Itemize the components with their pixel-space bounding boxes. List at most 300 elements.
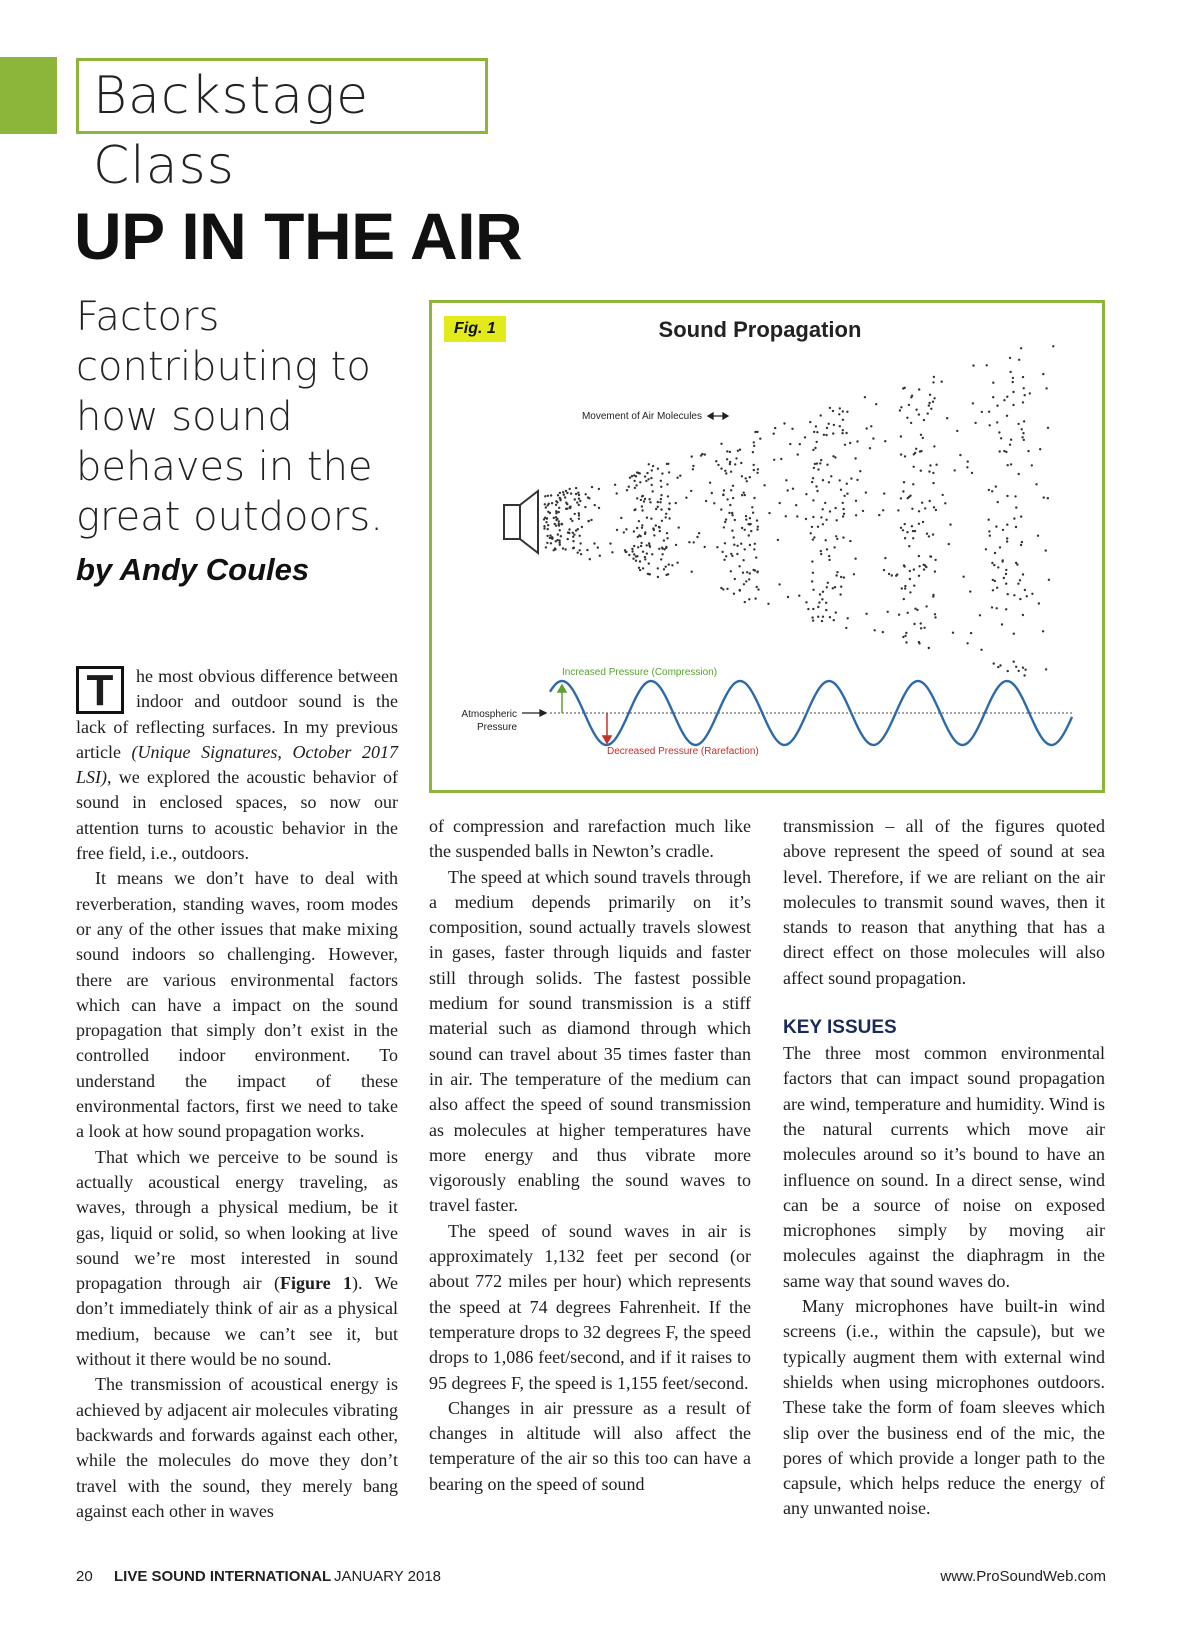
air-molecule-dot [842, 429, 844, 431]
air-molecule-dot [1012, 377, 1014, 379]
air-molecule-dot [981, 411, 983, 413]
air-molecule-dot [1022, 401, 1024, 403]
air-molecule-dot [820, 550, 822, 552]
air-molecule-dot [723, 489, 725, 491]
air-molecule-dot [554, 548, 556, 550]
air-molecule-dot [574, 513, 576, 515]
air-molecule-dot [749, 523, 751, 525]
air-molecule-dot [573, 534, 575, 536]
air-molecule-dot [633, 509, 635, 511]
air-molecule-dot [726, 498, 728, 500]
air-molecule-dot [928, 647, 930, 649]
double-arrow-icon [708, 413, 728, 419]
air-molecule-dot [1010, 463, 1012, 465]
air-molecule-dot [725, 555, 727, 557]
air-molecule-dot [745, 477, 747, 479]
air-molecule-dot [992, 396, 994, 398]
air-molecule-dot [996, 405, 998, 407]
website-link[interactable]: www.ProSoundWeb.com [940, 1568, 1106, 1585]
air-molecule-dot [944, 502, 946, 504]
air-molecule-dot [676, 477, 678, 479]
air-molecule-dot [685, 497, 687, 499]
air-molecule-dot [910, 396, 912, 398]
air-molecule-dot [825, 539, 827, 541]
paragraph-1 [76, 664, 398, 866]
air-molecule-dot [688, 541, 690, 543]
air-molecule-dot [972, 402, 974, 404]
air-molecule-dot [726, 450, 728, 452]
air-molecule-dot [774, 427, 776, 429]
air-molecule-dot [746, 480, 748, 482]
air-molecule-dot [557, 494, 559, 496]
air-molecule-dot [926, 533, 928, 535]
air-molecule-dot [1013, 594, 1015, 596]
air-molecule-dot [1042, 373, 1044, 375]
air-molecule-dot [928, 402, 930, 404]
air-molecule-dot [811, 560, 813, 562]
air-molecule-dot [864, 396, 866, 398]
air-molecule-dot [915, 448, 917, 450]
air-molecule-dot [545, 546, 547, 548]
air-molecule-dot [563, 494, 565, 496]
air-molecule-dot [988, 530, 990, 532]
air-molecule-dot [598, 488, 600, 490]
air-molecule-dot [641, 527, 643, 529]
air-molecule-dot [1039, 448, 1041, 450]
air-molecule-dot [895, 575, 897, 577]
air-molecule-dot [844, 444, 846, 446]
air-molecule-dot [748, 598, 750, 600]
air-molecule-dot [667, 495, 669, 497]
air-molecule-dot [946, 417, 948, 419]
air-molecule-dot [875, 403, 877, 405]
air-molecule-dot [642, 567, 644, 569]
air-molecule-dot [639, 535, 641, 537]
air-molecule-dot [553, 517, 555, 519]
air-molecule-dot [692, 465, 694, 467]
air-molecule-dot [826, 548, 828, 550]
air-molecule-dot [1003, 577, 1005, 579]
air-molecule-dot [999, 546, 1001, 548]
air-molecule-dot [644, 498, 646, 500]
air-molecule-dot [572, 547, 574, 549]
air-molecule-dot [675, 544, 677, 546]
air-molecule-dot [787, 596, 789, 598]
air-molecule-dot [773, 433, 775, 435]
air-molecule-dot [752, 512, 754, 514]
air-molecule-dot [813, 431, 815, 433]
air-molecule-dot [558, 507, 560, 509]
air-molecule-dot [928, 470, 930, 472]
air-molecule-dot [918, 413, 920, 415]
air-molecule-dot [815, 425, 817, 427]
air-molecule-dot [791, 428, 793, 430]
air-molecule-dot [754, 597, 756, 599]
air-molecule-dot [646, 552, 648, 554]
air-molecule-dot [900, 453, 902, 455]
air-molecule-dot [1005, 583, 1007, 585]
air-molecule-dot [884, 440, 886, 442]
air-molecule-dot [676, 562, 678, 564]
air-molecule-dot [909, 570, 911, 572]
air-molecule-dot [550, 542, 552, 544]
air-molecule-dot [799, 443, 801, 445]
air-molecule-dot [833, 424, 835, 426]
air-molecule-dot [842, 419, 844, 421]
air-molecule-dot [649, 546, 651, 548]
air-molecule-dot [933, 445, 935, 447]
air-molecule-dot [725, 518, 727, 520]
air-molecule-dot [661, 520, 663, 522]
air-molecule-dot [1009, 444, 1011, 446]
air-molecule-dot [1015, 562, 1017, 564]
air-molecule-dot [1021, 436, 1023, 438]
air-molecule-dot [832, 455, 834, 457]
air-molecule-dot [820, 414, 822, 416]
air-molecule-dot [1031, 593, 1033, 595]
paragraph-8: Changes in air pressure as a result of changes in altitude will also affect the temperature of the air so this too can have a bearing on the speed of sound [429, 1397, 751, 1494]
air-molecule-dot [833, 619, 835, 621]
air-molecule-dot [556, 501, 558, 503]
air-molecule-dot [704, 546, 706, 548]
air-molecule-dot [928, 404, 930, 406]
air-molecule-dot [753, 469, 755, 471]
air-molecule-dot [558, 511, 560, 513]
air-molecule-dot [1027, 450, 1029, 452]
air-molecule-dot [741, 527, 743, 529]
air-molecule-dot [633, 530, 635, 532]
air-molecule-dot [996, 607, 998, 609]
air-molecule-dot [822, 479, 824, 481]
air-molecule-dot [666, 483, 668, 485]
air-molecule-dot [820, 553, 822, 555]
air-molecule-dot [564, 548, 566, 550]
air-molecule-dot [628, 554, 630, 556]
air-molecule-dot [579, 542, 581, 544]
air-molecule-dot [646, 472, 648, 474]
atmospheric-arrow [522, 710, 546, 716]
air-molecule-dot [979, 614, 981, 616]
air-molecule-dot [736, 545, 738, 547]
air-molecule-dot [1029, 392, 1031, 394]
air-molecule-dot [571, 520, 573, 522]
air-molecule-dot [773, 459, 775, 461]
air-molecule-dot [559, 542, 561, 544]
air-molecule-dot [1045, 549, 1047, 551]
air-molecule-dot [705, 500, 707, 502]
air-molecule-dot [850, 477, 852, 479]
air-molecule-dot [812, 449, 814, 451]
air-molecule-dot [828, 559, 830, 561]
air-molecule-dot [648, 498, 650, 500]
air-molecule-dot [753, 464, 755, 466]
air-molecule-dot [570, 492, 572, 494]
air-molecule-dot [1038, 602, 1040, 604]
air-molecule-dot [1022, 376, 1024, 378]
air-molecule-dot [657, 576, 659, 578]
air-molecule-dot [847, 617, 849, 619]
air-molecule-dot [557, 533, 559, 535]
air-molecule-dot [543, 527, 545, 529]
air-molecule-dot [625, 528, 627, 530]
rarefaction-label: Decreased Pressure (Rarefaction) [607, 746, 759, 757]
air-molecule-dot [753, 441, 755, 443]
air-molecule-dot [918, 510, 920, 512]
air-molecule-dot [836, 519, 838, 521]
air-molecule-dot [913, 466, 915, 468]
air-molecule-dot [922, 437, 924, 439]
air-molecule-dot [1048, 579, 1050, 581]
air-molecule-dot [904, 523, 906, 525]
air-molecule-dot [846, 483, 848, 485]
air-molecule-dot [743, 492, 745, 494]
air-molecule-dot [905, 632, 907, 634]
air-molecule-dot [832, 432, 834, 434]
air-molecule-dot [826, 427, 828, 429]
air-molecule-dot [994, 580, 996, 582]
air-molecule-dot [640, 545, 642, 547]
air-molecule-dot [991, 606, 993, 608]
air-molecule-dot [729, 463, 731, 465]
air-molecule-dot [731, 512, 733, 514]
paragraph-10: The three most common environmental factors that can impact sound propagation are wind, temperature and humidity. Wind is the natural currents which move air molecules around so it’s bound to have an influence on sound. In a direct sense, wind can be a source of noise on exposed microphones simply by moving air molecules against the diaphragm in the same way that sound waves do. [783, 1043, 1105, 1291]
air-molecule-dot [565, 490, 567, 492]
air-molecule-dot [948, 543, 950, 545]
air-molecule-dot [843, 495, 845, 497]
air-molecule-dot [740, 462, 742, 464]
air-molecule-dot [647, 478, 649, 480]
air-molecule-dot [729, 461, 731, 463]
air-molecule-dot [827, 582, 829, 584]
air-molecule-dot [1000, 437, 1002, 439]
air-molecule-dot [842, 508, 844, 510]
air-molecule-dot [924, 507, 926, 509]
air-molecule-dot [841, 432, 843, 434]
air-molecule-dot [660, 480, 662, 482]
air-molecule-dot [846, 411, 848, 413]
air-molecule-dot [1021, 428, 1023, 430]
air-molecule-dot [904, 585, 906, 587]
air-molecule-dot [902, 529, 904, 531]
air-molecule-dot [665, 566, 667, 568]
air-molecule-dot [661, 472, 663, 474]
air-molecule-dot [813, 467, 815, 469]
air-molecule-dot [836, 571, 838, 573]
air-molecule-dot [921, 502, 923, 504]
air-molecule-dot [579, 535, 581, 537]
air-molecule-dot [666, 537, 668, 539]
air-molecule-dot [648, 463, 650, 465]
air-molecule-dot [933, 397, 935, 399]
air-molecule-dot [678, 526, 680, 528]
air-molecule-dot [744, 494, 746, 496]
air-molecule-dot [997, 666, 999, 668]
air-molecule-dot [729, 451, 731, 453]
air-molecule-dot [903, 598, 905, 600]
air-molecule-dot [715, 460, 717, 462]
air-molecule-dot [746, 571, 748, 573]
air-molecule-dot [723, 526, 725, 528]
air-molecule-dot [923, 564, 925, 566]
air-molecule-dot [698, 532, 700, 534]
paragraph-4: The transmission of acoustical energy is achieved by adjacent air molecules vibrating backwards and forwards against each other, while the molecules do move they don’t travel with the sound, they merely bang against each other in waves [76, 1374, 398, 1521]
air-molecule-dot [752, 569, 754, 571]
air-molecule-dot [631, 548, 633, 550]
air-molecule-dot [599, 555, 601, 557]
air-molecule-dot [641, 524, 643, 526]
air-molecule-dot [816, 462, 818, 464]
section-accent-bar [0, 57, 57, 134]
air-molecule-dot [644, 531, 646, 533]
air-molecule-dot [843, 576, 845, 578]
air-molecule-dot [1021, 541, 1023, 543]
air-molecule-dot [640, 499, 642, 501]
air-molecule-dot [920, 434, 922, 436]
air-molecule-dot [546, 542, 548, 544]
air-molecule-dot [992, 382, 994, 384]
air-molecule-dot [934, 613, 936, 615]
air-molecule-dot [547, 528, 549, 530]
air-molecule-dot [636, 497, 638, 499]
air-molecule-dot [652, 490, 654, 492]
article-byline: by Andy Coules [76, 552, 310, 587]
air-molecule-dot [558, 520, 560, 522]
air-molecule-dot [884, 557, 886, 559]
air-molecule-dot [547, 495, 549, 497]
paragraph-11: Many microphones have built-in wind screens (i.e., within the capsule), but we typically augment them with external wind shields when using microphones outdoors. These take the form of foam sleeves which slip over the business end of the mic, the pores of which provide a longer path to the capsule, which helps reduce the energy of any unwanted noise. [783, 1296, 1105, 1519]
air-molecule-dot [631, 475, 633, 477]
air-molecule-dot [556, 539, 558, 541]
air-molecule-dot [997, 566, 999, 568]
air-molecule-dot [1006, 415, 1008, 417]
air-molecule-dot [925, 605, 927, 607]
air-molecule-dot [749, 572, 751, 574]
air-molecule-dot [1005, 608, 1007, 610]
air-molecule-dot [733, 544, 735, 546]
air-molecule-dot [918, 641, 920, 643]
air-molecule-dot [717, 464, 719, 466]
air-molecule-dot [882, 631, 884, 633]
air-molecule-dot [1022, 432, 1024, 434]
air-molecule-dot [744, 548, 746, 550]
air-molecule-dot [792, 488, 794, 490]
air-molecule-dot [929, 555, 931, 557]
air-molecule-dot [995, 485, 997, 487]
air-molecule-dot [839, 593, 841, 595]
air-molecule-dot [726, 588, 728, 590]
air-molecule-dot [579, 549, 581, 551]
air-molecule-dot [546, 535, 548, 537]
air-molecule-dot [1022, 614, 1024, 616]
air-molecule-dot [822, 591, 824, 593]
air-molecule-dot [906, 531, 908, 533]
air-molecule-dot [991, 562, 993, 564]
air-molecule-dot [988, 519, 990, 521]
air-molecule-dot [749, 544, 751, 546]
air-molecule-dot [555, 512, 557, 514]
air-molecule-dot [959, 454, 961, 456]
air-molecule-dot [865, 613, 867, 615]
air-molecule-dot [1022, 573, 1024, 575]
air-molecule-dot [825, 602, 827, 604]
air-molecule-dot [751, 506, 753, 508]
air-molecule-dot [1019, 598, 1021, 600]
air-molecule-dot [655, 524, 657, 526]
air-molecule-dot [913, 568, 915, 570]
air-molecule-dot [756, 519, 758, 521]
air-molecule-dot [574, 498, 576, 500]
air-molecule-dot [811, 481, 813, 483]
air-molecule-dot [824, 502, 826, 504]
air-molecule-dot [568, 532, 570, 534]
air-molecule-dot [1005, 451, 1007, 453]
air-molecule-dot [1043, 496, 1045, 498]
air-molecule-dot [543, 525, 545, 527]
air-molecule-dot [690, 490, 692, 492]
air-molecule-dot [845, 627, 847, 629]
air-molecule-dot [1006, 396, 1008, 398]
air-molecule-dot [559, 492, 561, 494]
air-molecule-dot [738, 565, 740, 567]
air-molecule-dot [840, 489, 842, 491]
paragraph-5: of compression and rarefaction much like the suspended balls in Newton’s cradle. [429, 816, 751, 862]
air-molecule-dot [661, 547, 663, 549]
air-molecule-dot [811, 580, 813, 582]
air-molecule-dot [663, 568, 665, 570]
air-molecule-dot [989, 424, 991, 426]
air-molecule-dot [549, 537, 551, 539]
air-molecule-dot [1013, 633, 1015, 635]
air-molecule-dot [912, 537, 914, 539]
figure-title: Sound Propagation [658, 317, 862, 342]
air-molecule-dot [826, 464, 828, 466]
air-molecule-dot [749, 517, 751, 519]
air-molecule-dot [909, 591, 911, 593]
air-molecule-dot [866, 427, 868, 429]
air-molecule-dot [874, 629, 876, 631]
air-molecule-dot [902, 490, 904, 492]
air-molecule-dot [655, 508, 657, 510]
air-molecule-dot [903, 564, 905, 566]
air-molecule-dot [1009, 357, 1011, 359]
air-molecule-dot [562, 547, 564, 549]
paragraph-6: The speed at which sound travels through a medium depends primarily on it’s composition, sound actually travels slowest in gases, faster through liquids and faster still through solids. The fastest possible medium for sound transmission is a stiff material such as diamond through which sound can travel about 35 times faster than in air. The temperature of the medium can also affect the speed of sound transmission as molecules at higher temperatures have more energy and thus vibrate more vigorously enabling the sound waves to travel faster. [429, 866, 751, 1216]
air-molecule-dot [723, 559, 725, 561]
air-molecule-dot [725, 472, 727, 474]
air-molecule-dot [756, 528, 758, 530]
air-molecule-dot [914, 452, 916, 454]
air-molecule-dot [679, 475, 681, 477]
air-molecule-dot [568, 528, 570, 530]
air-molecule-dot [1035, 483, 1037, 485]
air-molecule-dot [999, 664, 1001, 666]
air-molecule-dot [741, 494, 743, 496]
air-molecule-dot [908, 496, 910, 498]
air-molecule-dot [584, 506, 586, 508]
air-molecule-dot [649, 501, 651, 503]
air-molecules [543, 345, 1055, 677]
article-reference: (Unique Signatures, October 2017 LSI) [76, 741, 398, 788]
page-number: 20 [76, 1568, 93, 1585]
air-molecule-dot [658, 548, 660, 550]
air-molecule-dot [888, 573, 890, 575]
air-molecule-dot [985, 548, 987, 550]
air-molecule-dot [587, 520, 589, 522]
air-molecule-dot [870, 425, 872, 427]
air-molecule-dot [575, 493, 577, 495]
air-molecule-dot [1005, 573, 1007, 575]
air-molecule-dot [812, 516, 814, 518]
